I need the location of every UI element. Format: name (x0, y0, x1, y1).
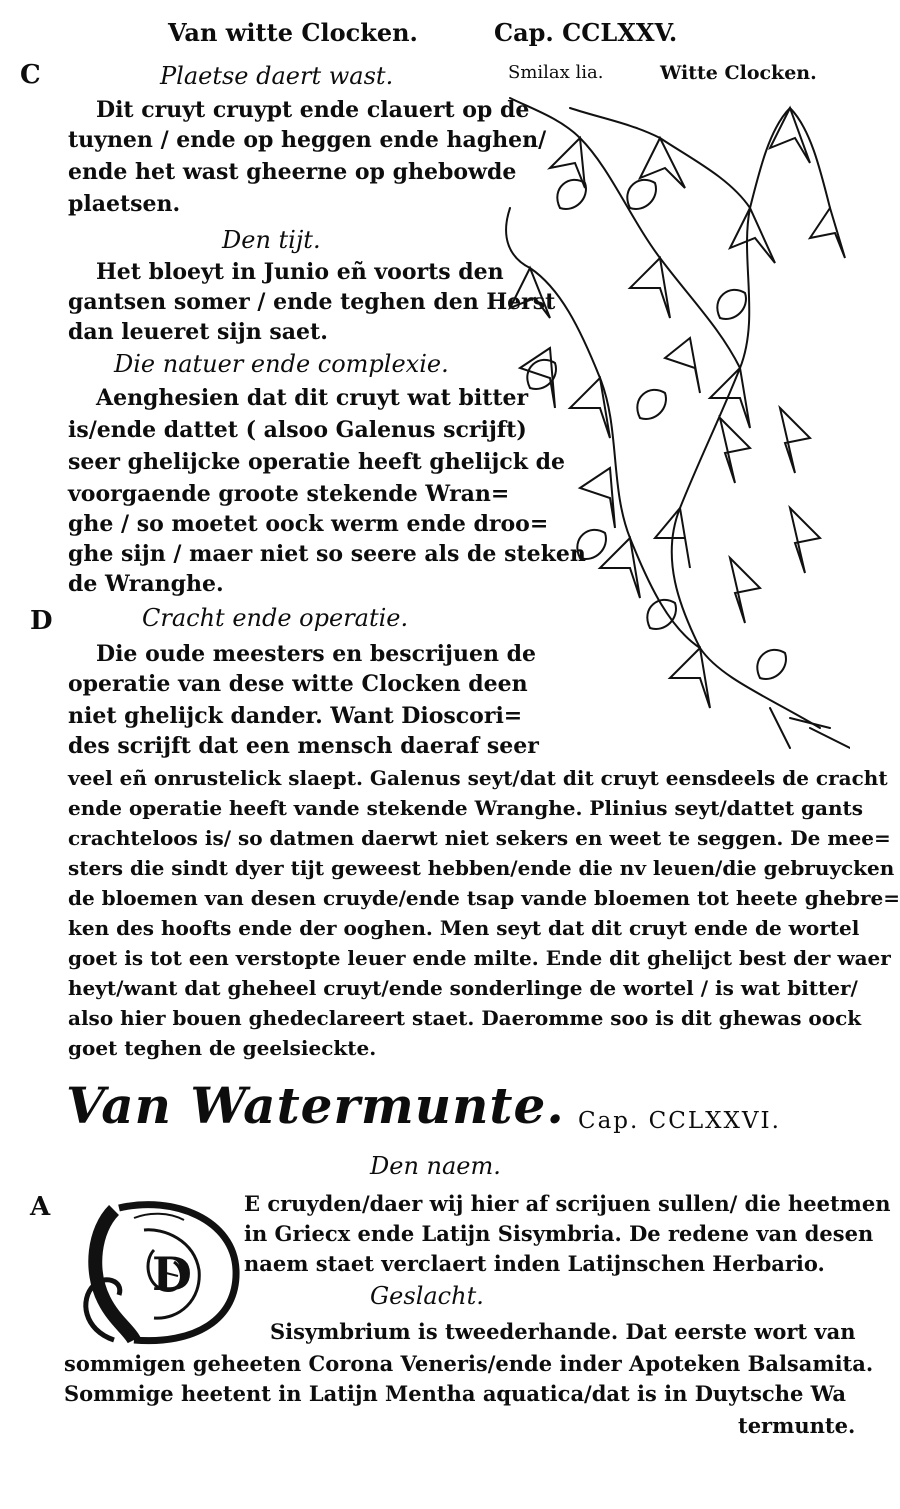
text-line: de Wranghe. (68, 571, 224, 597)
text-line: goet is tot een verstopte leuer ende milte. Ende dit ghelijct best der waer (68, 946, 891, 970)
text-line: dan leueret sijn saet. (68, 319, 328, 345)
text-line: heyt/want dat gheheel cruyt/ende sonderlinge de wortel / is wat bitter/ (68, 976, 858, 1000)
margin-marker-a: A (30, 1192, 51, 1222)
text-line: termunte. (738, 1413, 856, 1438)
text-line: ende operatie heeft vande stekende Wranghe. Plinius seyt/dattet gants (68, 796, 863, 820)
running-title: Van witte Clocken. (168, 18, 418, 47)
text-line: gantsen somer / ende teghen den Herst (68, 289, 556, 315)
text-line: veel eñ onrustelick slaept. Galenus seyt/dat dit cruyt eensdeels de cracht (68, 766, 888, 790)
text-line: Sommige heetent in Latijn Mentha aquatica/dat is in Duytsche Wa (64, 1381, 846, 1406)
text-line: Sisymbrium is tweederhande. Dat eerste wort van (270, 1319, 856, 1344)
section-heading: Geslacht. (370, 1282, 484, 1310)
text-line: in Griecx ende Latijn Sisymbria. De redene van desen (244, 1221, 874, 1246)
text-line: naem staet verclaert inden Latijnschen Herbario. (244, 1251, 825, 1276)
decorated-initial (74, 1190, 244, 1350)
text-line: Het bloeyt in Junio eñ voorts den (96, 259, 504, 285)
text-line: E cruyden/daer wij hier af scrijuen sullen/ die heetmen (244, 1191, 891, 1216)
section-heading: Den tijt. (222, 226, 321, 254)
text-line: also hier bouen ghedeclareert staet. Daeromme soo is dit ghewas oock (68, 1006, 862, 1030)
text-line: ende het wast gheerne op ghebowde (68, 159, 517, 185)
text-line: Dit cruyt cruypt ende clauert op de (96, 97, 530, 123)
text-line: crachteloos is/ so datmen daerwt niet sekers en weet te seggen. De mee= (68, 826, 891, 850)
text-line: ghe / so moetet oock werm ende droo= (68, 511, 549, 537)
chapter-title: Van Watermunte. (66, 1076, 565, 1135)
text-line: sommigen geheeten Corona Veneris/ende inder Apoteken Balsamita. (64, 1351, 874, 1376)
chapter-number: Cap. CCLXXVI. (578, 1108, 781, 1134)
text-line: tuynen / ende op heggen ende haghen/ (68, 127, 547, 153)
section-heading: Die natuer ende complexie. (114, 350, 449, 378)
text-line: is/ende dattet ( alsoo Galenus scrijft) (68, 417, 527, 443)
text-line: des scrijft dat een mensch daeraf seer (68, 733, 539, 759)
chapter-number: Cap. CCLXXV. (494, 18, 678, 47)
margin-marker-c: C (20, 60, 41, 90)
dropcap-letter: D (152, 1247, 192, 1301)
figure-caption-latin: Smilax lia. (508, 62, 604, 83)
text-line: ken des hoofts ende der ooghen. Men seyt dat dit cruyt ende de wortel (68, 916, 860, 940)
text-line: Die oude meesters en bescrijuen de (96, 641, 536, 667)
text-line: sters die sindt dyer tijt geweest hebben/ende die nv leuen/die gebruycken (68, 856, 895, 880)
text-line: ghe sijn / maer niet so seere als de steken (68, 541, 586, 567)
figure-caption-dutch: Witte Clocken. (660, 62, 817, 84)
section-heading: Den naem. (370, 1152, 501, 1180)
margin-marker-d: D (30, 606, 53, 636)
text-line: de bloemen van desen cruyde/ende tsap vande bloemen tot heete ghebre= (68, 886, 900, 910)
text-line: operatie van dese witte Clocken deen (68, 671, 528, 697)
text-line: Aenghesien dat dit cruyt wat bitter (96, 385, 529, 411)
text-line: seer ghelijcke operatie heeft ghelijck de (68, 449, 566, 475)
text-line: niet ghelijck dander. Want Dioscori= (68, 703, 523, 729)
section-heading: Cracht ende operatie. (142, 604, 409, 632)
text-line: plaetsen. (68, 191, 181, 217)
text-line: goet teghen de geelsieckte. (68, 1036, 377, 1060)
text-line: voorgaende groote stekende Wran= (68, 481, 510, 507)
section-heading: Plaetse daert wast. (160, 62, 394, 90)
plant-illustration (490, 88, 850, 758)
